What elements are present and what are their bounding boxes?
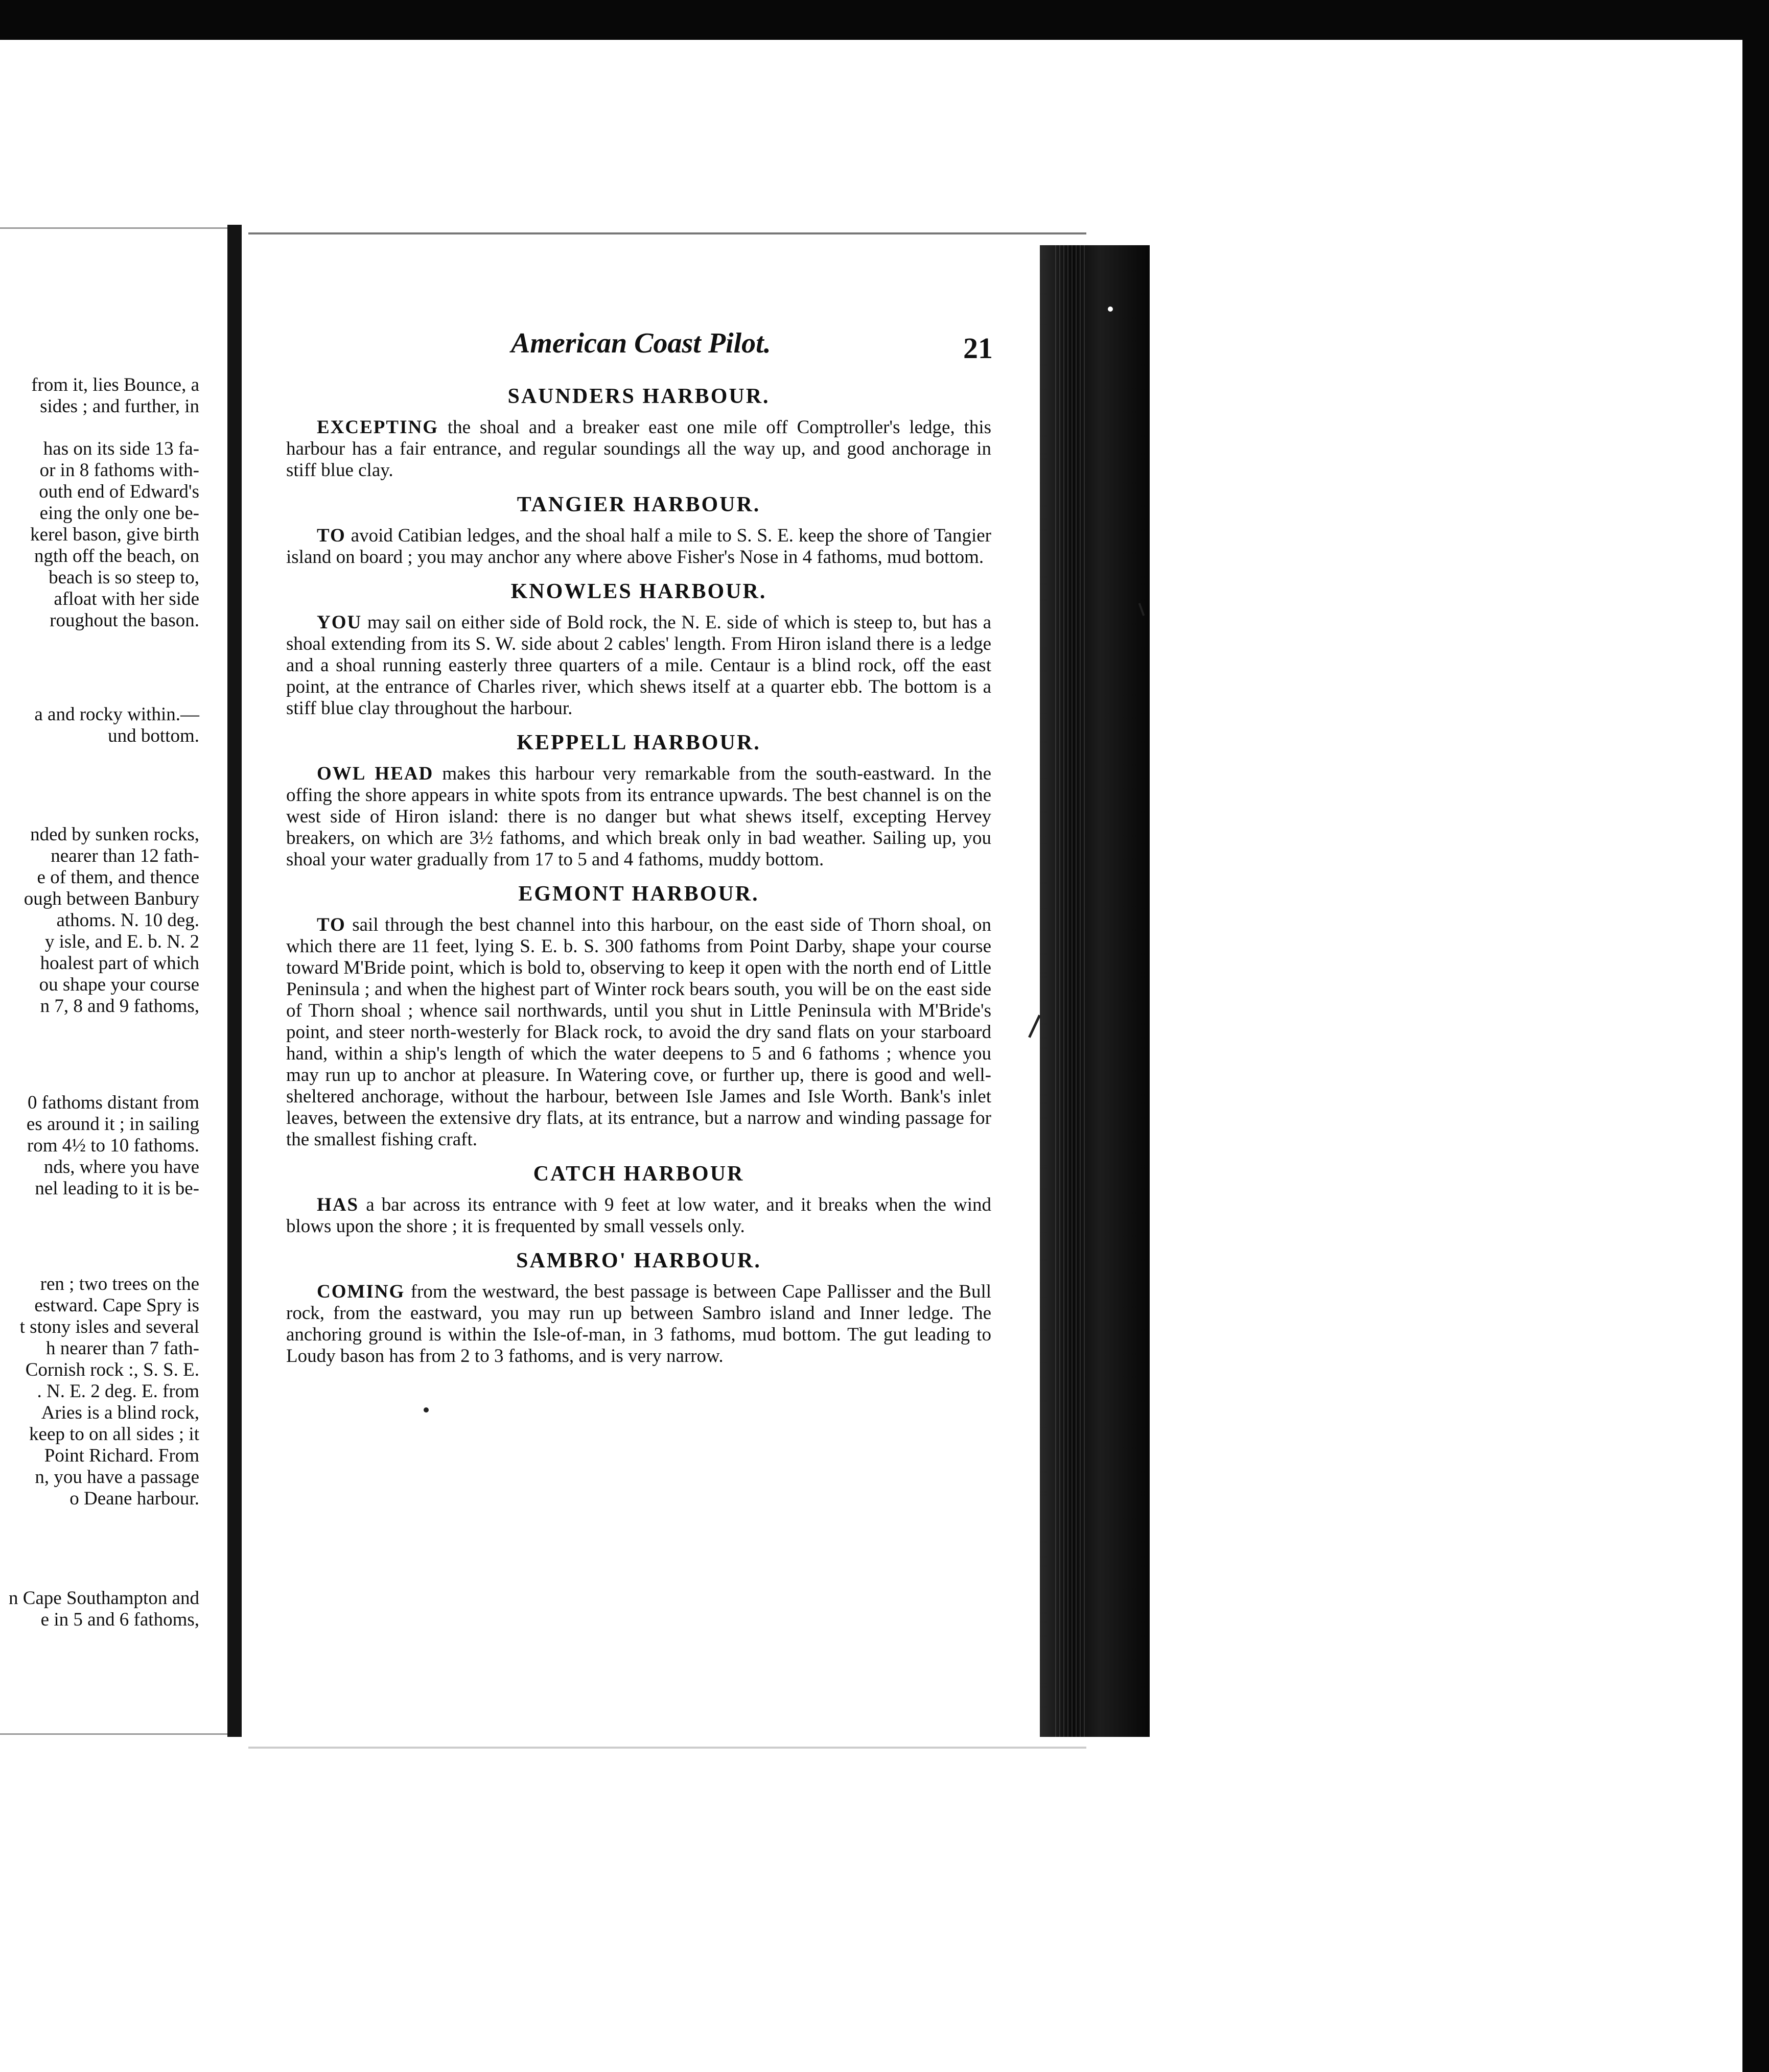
- book-gutter: [227, 225, 242, 1737]
- running-head: American Coast Pilot.: [511, 327, 771, 359]
- section-title: SAUNDERS HARBOUR.: [507, 385, 770, 408]
- section-title: TANGIER HARBOUR.: [517, 493, 761, 516]
- left-line: . N. E. 2 deg. E. from: [37, 1381, 199, 1402]
- page-edge: [1040, 245, 1150, 1737]
- left-line: ou shape your course: [39, 974, 199, 995]
- left-line: ren ; two trees on the: [40, 1274, 199, 1294]
- section-title: CATCH HARBOUR: [533, 1162, 744, 1186]
- left-line: ngth off the beach, on: [34, 546, 199, 567]
- left-page: [0, 227, 227, 1735]
- left-line: beach is so steep to,: [49, 567, 199, 588]
- paragraph: avoid Catibian ledges, and the shoal half a mile to S. S. E. keep the shore of Tangier island on board ; you may anchor any where above Fisher's Nose in 4 fathoms, mud bottom.: [286, 525, 991, 568]
- left-line: n 7, 8 and 9 fathoms,: [40, 996, 199, 1017]
- page-body: [286, 373, 991, 1367]
- page-number: 21: [963, 332, 993, 365]
- section-title: KNOWLES HARBOUR.: [510, 580, 767, 603]
- paragraph: a bar across its entrance with 9 feet at low water, and it breaks when the wind blows upon the shore ; it is frequented by small vessels only.: [286, 1194, 991, 1237]
- lead-word: YOU: [317, 612, 362, 633]
- left-line: or in 8 fathoms with-: [39, 460, 199, 481]
- lead-word: EXCEPTING: [317, 417, 438, 438]
- left-line: Cornish rock :, S. S. E.: [25, 1359, 199, 1380]
- section-text: [286, 525, 991, 568]
- left-line: y isle, and E. b. N. 2: [44, 931, 199, 952]
- left-line: und bottom.: [108, 725, 199, 746]
- top-border: [0, 0, 1769, 40]
- left-line: from it, lies Bounce, a: [31, 374, 199, 395]
- section-title: EGMONT HARBOUR.: [518, 882, 759, 906]
- section-knowles: [286, 579, 991, 719]
- left-line: t stony isles and several: [19, 1316, 199, 1337]
- left-line: Point Richard. From: [44, 1445, 199, 1466]
- left-line: Aries is a blind rock,: [41, 1402, 199, 1423]
- lead-word: COMING: [317, 1281, 405, 1302]
- paragraph: may sail on either side of Bold rock, the N. E. side of which is steep to, but has a shoal extending from its S. W. side about 2 cables' length. From Hiron island there is a ledge and a shoal running easterly three quarters of a mile. Centaur is a blind rock, off the east point, at the entrance of Charles river, which shews itself at a quarter ebb. The bottom is a stiff blue clay throughout the harbour.: [286, 612, 991, 719]
- left-line: nel leading to it is be-: [35, 1178, 199, 1199]
- left-line: h nearer than 7 fath-: [46, 1338, 199, 1359]
- right-border: [1742, 36, 1769, 2072]
- lead-word: OWL HEAD: [317, 763, 434, 784]
- speck-mark: [1108, 307, 1113, 312]
- lead-word: TO: [317, 525, 346, 546]
- left-line: athoms. N. 10 deg.: [56, 910, 199, 931]
- left-line: e of them, and thence: [37, 867, 199, 888]
- left-line: eing the only one be-: [39, 503, 199, 524]
- left-line: keep to on all sides ; it: [29, 1424, 199, 1445]
- section-text: [286, 417, 991, 481]
- speck-mark: [424, 1407, 429, 1412]
- section-title: KEPPELL HARBOUR.: [517, 731, 761, 755]
- section-text: [286, 763, 991, 870]
- left-line: o Deane harbour.: [69, 1488, 199, 1509]
- left-line: hoalest part of which: [40, 953, 199, 974]
- left-line: sides ; and further, in: [40, 396, 199, 417]
- left-line: afloat with her side: [54, 588, 199, 609]
- left-line: has on its side 13 fa-: [43, 438, 199, 459]
- left-line: roughout the bason.: [50, 610, 199, 631]
- section-catch: [286, 1162, 991, 1237]
- section-title: SAMBRO' HARBOUR.: [516, 1249, 761, 1273]
- left-line: rom 4½ to 10 fathoms.: [27, 1135, 199, 1156]
- left-line: n Cape Southampton and: [8, 1588, 199, 1609]
- left-line: ough between Banbury: [24, 888, 199, 909]
- section-text: [286, 1194, 991, 1237]
- section-egmont: [286, 882, 991, 1150]
- section-text: [286, 1281, 991, 1367]
- section-text: [286, 612, 991, 719]
- lead-word: HAS: [317, 1194, 359, 1215]
- left-line: outh end of Edward's: [39, 481, 199, 502]
- left-line: nds, where you have: [43, 1157, 199, 1178]
- lead-word: TO: [317, 914, 346, 935]
- left-line: a and rocky within.—: [34, 704, 199, 725]
- left-line: nearer than 12 fath-: [51, 845, 199, 866]
- section-keppell: [286, 731, 991, 870]
- left-line: estward. Cape Spry is: [34, 1295, 199, 1316]
- paragraph: sail through the best channel into this harbour, on the east side of Thorn shoal, on which there are 11 feet, lying S. E. b. S. 300 fathoms from Point Darby, shape your course toward M'Bride point, which is bold to, observing to keep it open with the north end of Little Peninsula ; and when the highest part of Winter rock bears south, you will be on the east side of Thorn shoal ; whence sail northwards, until you shut in Little Peninsula with M'Bride's point, and steer north-westerly for Black rock, to avoid the dry sand flats on your starboard hand, within a ship's length of which the water deepens to 5 and 6 fathoms ; whence you may run up to anchor at pleasure. In Watering cove, or further up, there is good and well-sheltered anchorage, without the harbour, between Isle James and Isle Worth. Bank's inlet leaves, between the extensive dry flats, at its entrance, but a narrow and winding passage for the smallest fishing craft.: [286, 914, 992, 1150]
- section-saunders: [286, 384, 991, 481]
- left-line: n, you have a passage: [35, 1467, 199, 1488]
- section-tangier: [286, 492, 991, 568]
- paragraph: from the westward, the best passage is between Cape Pallisser and the Bull rock, from the eastward, you may run up between Sambro island and Inner ledge. The anchoring ground is within the Isle-of-man, in 3 fathoms, mud bottom. The gut leading to Loudy bason has from 2 to 3 fathoms, and is very narrow.: [286, 1281, 992, 1367]
- section-sambro: [286, 1249, 991, 1367]
- left-line: nded by sunken rocks,: [30, 824, 199, 845]
- left-line: kerel bason, give birth: [30, 524, 199, 545]
- left-line: 0 fathoms distant from: [27, 1092, 199, 1113]
- left-line: e in 5 and 6 fathoms,: [40, 1609, 199, 1630]
- section-text: [286, 914, 991, 1150]
- left-line: es around it ; in sailing: [26, 1114, 199, 1135]
- paragraph: the shoal and a breaker east one mile off Comptroller's ledge, this harbour has a fair entrance, and regular soundings all the way up, and good anchorage in stiff blue clay.: [286, 417, 991, 481]
- paragraph: makes this harbour very remarkable from the south-eastward. In the offing the shore appears in white spots from its entrance upwards. The best channel is on the west side of Hiron island: there is no danger but what shews itself, excepting Hervey breakers, on which are 3½ fathoms, and which break only in bad weather. Sailing up, you shoal your water gradually from 17 to 5 and 4 fathoms, muddy bottom.: [286, 763, 991, 870]
